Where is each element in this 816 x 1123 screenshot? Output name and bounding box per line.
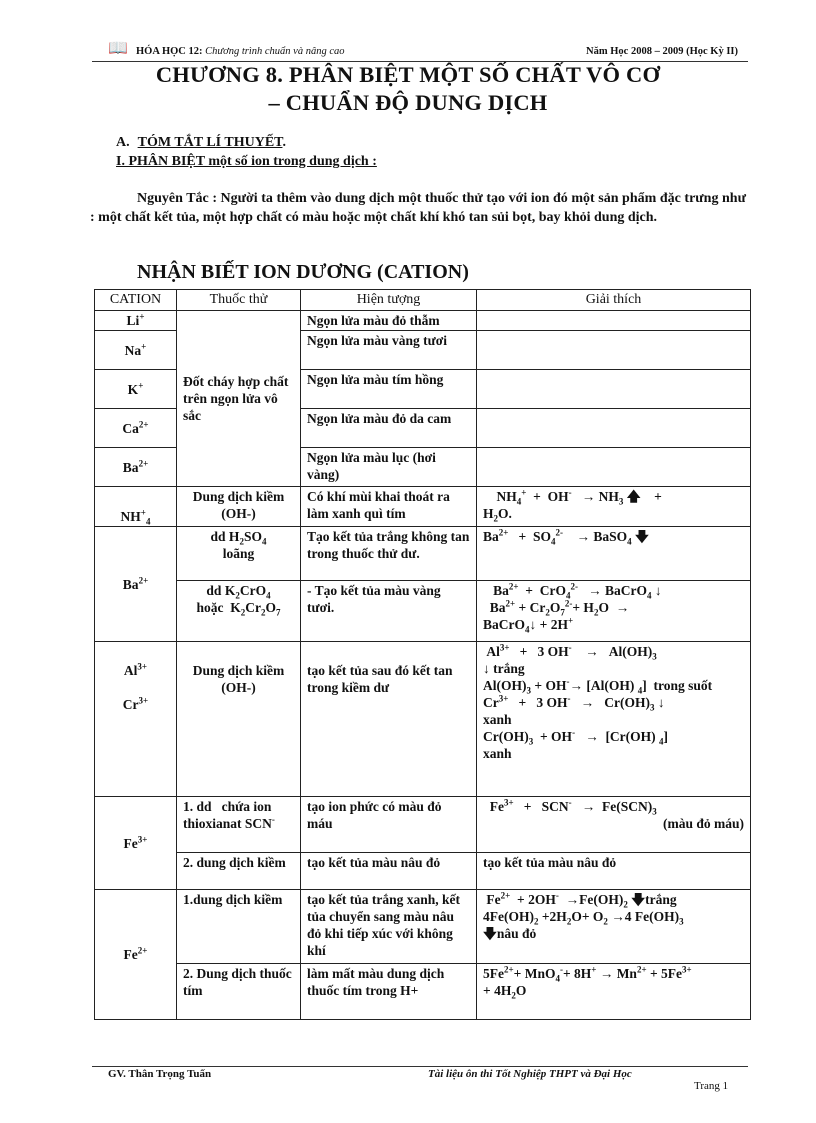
section-a-heading: A. TÓM TẮT LÍ THUYẾT. <box>116 135 286 150</box>
reagent: Dung dịch kiềm (OH-) <box>177 642 301 797</box>
fe3-note: (màu đỏ máu) <box>662 816 744 831</box>
header-program: Chương trình chuẩn và nâng cao <box>205 46 345 57</box>
reagent: dd $K_2CrO_4$ hoặc $K_2Cr_2O_7$ <box>177 581 301 642</box>
footer-teacher: GV. Thân Trọng Tuấn <box>108 1068 212 1080</box>
explanation: $Fe^{2+} + 2OH^- \to Fe(OH)_2$ 🡇trắng $4Fe(OH)_2 +2H_2O+ O_2 \to 4$ $Fe(OH)_3$ 🡇nâu đỏ <box>477 890 751 964</box>
explanation <box>477 409 751 448</box>
section-i-heading: I. PHÂN BIỆT một số ion trong dung dịch : <box>116 154 377 169</box>
reagent: 2. Dung dịch thuốc tím <box>177 964 301 1020</box>
header-reagent: Thuốc thử <box>177 290 301 311</box>
table-row <box>95 890 751 964</box>
table-row <box>95 797 751 853</box>
table-row <box>95 581 751 642</box>
cation-k: K+ <box>95 370 177 409</box>
phenomenon: tạo kết tủa màu nâu đỏ <box>301 853 477 890</box>
gas-up-arrow-icon: 🡅 <box>626 489 641 504</box>
reagent: dd $H_2SO_4$ loãng <box>177 527 301 581</box>
footer-document: Tài liệu ôn thi Tốt Nghiệp THPT và Đại Học <box>428 1068 632 1080</box>
page-number: Trang 1 <box>694 1080 729 1092</box>
phenomenon: Ngọn lửa màu lục (hơi vàng) <box>301 448 477 487</box>
header-explanation: Giải thích <box>477 290 751 311</box>
page-header <box>108 40 738 60</box>
phenomenon: Có khí mùi khai thoát ra làm xanh quì tím <box>301 487 477 527</box>
footer-rule <box>92 1066 748 1067</box>
cation-ba: $Ba^{2+}$ <box>95 448 177 487</box>
explanation: $Al^{3+} + 3$ OH- → $Al(OH)_3$ ↓ trắng $Al(OH)_3 + OH^-\to [Al(OH)$ $_4$] trong suốt $Cr^{3+} + 3$ $OH^- \to Cr(OH)_3$ ↓ xanh $Cr(OH)_3 + OH^- \to [Cr(OH)$ $_4$] xanh <box>477 642 751 797</box>
reagent: 1.dung dịch kiềm <box>177 890 301 964</box>
explanation: $Ba^{2+} + SO_4^{2-}$ → BaSO$_4$ 🡇 <box>477 527 751 581</box>
phenomenon: - Tạo kết tủa màu vàng tươi. <box>301 581 477 642</box>
phenomenon: làm mất màu dung dịch thuốc tím trong H+ <box>301 964 477 1020</box>
explanation: $Ba^{2+} + CrO_4^{2-}$ → BaCrO$_4$ ↓ $Ba^{2+} + Cr_2O_7^{2-}+ H_2O$ → BaCrO$_4$↓ + 2H+ <box>477 581 751 642</box>
table-row <box>95 642 751 797</box>
cation-al-cr: $Al^{3+}$ $Cr^{3+}$ <box>95 642 177 797</box>
phenomenon: Tạo kết tủa trắng không tan trong thuốc thử dư. <box>301 527 477 581</box>
reagent: Dung dịch kiềm (OH-) <box>177 487 301 527</box>
phenomenon: Ngọn lửa màu đỏ da cam <box>301 409 477 448</box>
phenomenon: tạo kết tủa trắng xanh, kết tủa chuyển sang màu nâu đỏ khi tiếp xúc với không khí <box>301 890 477 964</box>
explanation <box>477 370 751 409</box>
explanation: $5Fe^{2+}+ MnO_4^-+ 8H^+ \to Mn^{2+} + 5Fe^{3+}$ + $4H_2O$ <box>477 964 751 1020</box>
cation-fe2: $Fe^{2+}$ <box>95 890 177 1020</box>
phenomenon: tạo kết tủa sau đó kết tan trong kiềm dư <box>301 642 477 797</box>
header-phenomenon: Hiện tượng <box>301 290 477 311</box>
header-cation: CATION <box>95 290 177 311</box>
flame-reagent: Đốt cháy hợp chất trên ngọn lửa vô sắc <box>177 311 301 487</box>
explanation <box>477 448 751 487</box>
cation-ba2: $Ba^{2+}$ <box>95 527 177 642</box>
reagent: 1. dd chứa ion thioxianat SCN- <box>177 797 301 853</box>
cation-li: Li+ <box>95 311 177 331</box>
cation-na: Na+ <box>95 331 177 370</box>
explanation: $NH_4^+ + OH^- \to NH_3$ 🡅 + $H_2O$. <box>477 487 751 527</box>
header-year: Năm Học 2008 – 2009 (Học Kỳ II) <box>586 46 738 57</box>
phenomenon: tạo ion phức có màu đỏ máu <box>301 797 477 853</box>
table-row <box>95 527 751 581</box>
cation-nh4: $NH^+_4$ <box>95 487 177 527</box>
explanation <box>477 311 751 331</box>
precipitate-arrow-icon: 🡇 <box>635 529 649 544</box>
phenomenon: Ngọn lửa màu đỏ thẫm <box>301 311 477 331</box>
header-subject: HÓA HỌC 12: Chương trình chuẩn và nâng cao <box>136 46 345 57</box>
chapter-title-line1: CHƯƠNG 8. PHÂN BIỆT MỘT SỐ CHẤT VÔ CƠ <box>155 62 661 87</box>
table-row <box>95 311 751 331</box>
table-row <box>95 487 751 527</box>
phenomenon: Ngọn lửa màu vàng tươi <box>301 331 477 370</box>
phenomenon: Ngọn lửa màu tím hồng <box>301 370 477 409</box>
table-row <box>95 964 751 1020</box>
cation-table <box>94 289 751 1020</box>
table-row <box>95 853 751 890</box>
explanation: $Fe^{3+} + SCN^- \to Fe(SCN)_3$ (màu đỏ máu) <box>477 797 751 853</box>
cation-ca: $Ca^{2+}$ <box>95 409 177 448</box>
explanation <box>477 331 751 370</box>
book-icon: 📖 <box>108 40 128 57</box>
chapter-title-line2: – CHUẨN ĐỘ DUNG DỊCH <box>268 90 548 115</box>
table-header-row <box>95 290 751 311</box>
cation-fe3: $Fe^{3+}$ <box>95 797 177 890</box>
reagent: 2. dung dịch kiềm <box>177 853 301 890</box>
table-title: NHẬN BIẾT ION DƯƠNG (CATION) <box>137 261 469 283</box>
explanation: tạo kết tủa màu nâu đỏ <box>477 853 751 890</box>
principle-paragraph: Nguyên Tắc : Người ta thêm vào dung dịch một thuốc thử tạo với ion đó một sản phẩm đặc trưng như : một chất kết tủa, một hợp chất có màu hoặc một chất khí khó tan sủi bọt, bay khỏi dung dịch. <box>90 191 746 225</box>
